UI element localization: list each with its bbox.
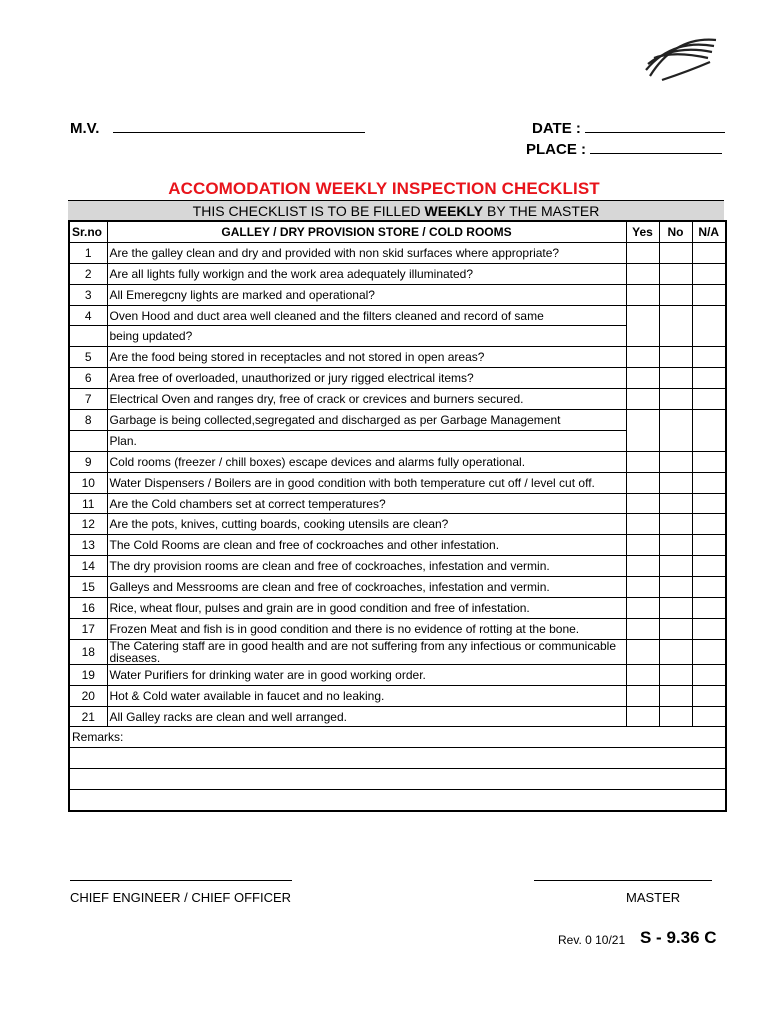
row-number: 13 [69, 535, 107, 556]
checkbox-yes[interactable] [626, 263, 659, 284]
table-row [69, 451, 726, 472]
header-no: No [659, 221, 692, 242]
checkbox-yes[interactable] [626, 535, 659, 556]
row-number: 18 [69, 639, 107, 664]
checkbox-na[interactable] [692, 598, 726, 619]
table-row [69, 535, 726, 556]
checkbox-na[interactable] [692, 514, 726, 535]
checkbox-no[interactable] [659, 664, 692, 685]
row-question-continued: being updated? [107, 326, 626, 347]
row-question: Area free of overloaded, unauthorized or jury rigged electrical items? [107, 368, 626, 389]
row-number: 4 [69, 305, 107, 326]
checkbox-no[interactable] [659, 389, 692, 410]
remarks-blank-row [69, 748, 726, 769]
place-blank-line[interactable] [590, 139, 722, 154]
checkbox-yes[interactable] [626, 664, 659, 685]
checkbox-na[interactable] [692, 347, 726, 368]
row-number: 9 [69, 451, 107, 472]
date-label: DATE : [532, 120, 581, 137]
table-row [69, 493, 726, 514]
checkbox-yes[interactable] [626, 347, 659, 368]
row-number: 17 [69, 618, 107, 639]
row-number-empty [69, 326, 107, 347]
row-question: Are the pots, knives, cutting boards, cooking utensils are clean? [107, 514, 626, 535]
mv-field [70, 118, 365, 137]
row-number: 3 [69, 284, 107, 305]
place-field [526, 139, 722, 158]
chief-signature-label: CHIEF ENGINEER / CHIEF OFFICER [70, 890, 292, 905]
checkbox-na[interactable] [692, 618, 726, 639]
checkbox-na[interactable] [692, 242, 726, 263]
table-row [69, 242, 726, 263]
master-signature-line[interactable] [534, 880, 712, 881]
row-question: Frozen Meat and fish is in good condition and there is no evidence of rotting at the bone. [107, 618, 626, 639]
checkbox-no[interactable] [659, 451, 692, 472]
checkbox-na[interactable] [692, 493, 726, 514]
remarks-line[interactable] [69, 769, 726, 790]
row-question: The Catering staff are in good health and are not suffering from any infectious or communicable diseases. [107, 639, 626, 664]
table-row [69, 305, 726, 326]
table-row [69, 577, 726, 598]
checkbox-na[interactable] [692, 284, 726, 305]
checkbox-na[interactable] [692, 263, 726, 284]
checkbox-yes[interactable] [626, 706, 659, 727]
header-srno: Sr.no [69, 221, 107, 242]
checkbox-no[interactable] [659, 305, 692, 347]
checkbox-no[interactable] [659, 706, 692, 727]
checkbox-no[interactable] [659, 598, 692, 619]
checkbox-no[interactable] [659, 493, 692, 514]
table-row [69, 472, 726, 493]
checkbox-no[interactable] [659, 514, 692, 535]
checkbox-yes[interactable] [626, 577, 659, 598]
checkbox-yes[interactable] [626, 389, 659, 410]
row-question: The dry provision rooms are clean and free of cockroaches, infestation and vermin. [107, 556, 626, 577]
row-number: 21 [69, 706, 107, 727]
checkbox-no[interactable] [659, 347, 692, 368]
table-header-row [69, 221, 726, 242]
checkbox-yes[interactable] [626, 685, 659, 706]
row-question: The Cold Rooms are clean and free of cockroaches and other infestation. [107, 535, 626, 556]
row-question: All Emeregcny lights are marked and operational? [107, 284, 626, 305]
row-question: Are the food being stored in receptacles and not stored in open areas? [107, 347, 626, 368]
checkbox-no[interactable] [659, 685, 692, 706]
checkbox-na[interactable] [692, 577, 726, 598]
checkbox-yes[interactable] [626, 514, 659, 535]
row-question: Garbage is being collected,segregated and discharged as per Garbage Management [107, 410, 626, 431]
checkbox-no[interactable] [659, 242, 692, 263]
table-row [69, 389, 726, 410]
row-number: 14 [69, 556, 107, 577]
table-row [69, 664, 726, 685]
checkbox-yes[interactable] [626, 472, 659, 493]
table-row [69, 514, 726, 535]
row-question: Galleys and Messrooms are clean and free of cockroaches, infestation and vermin. [107, 577, 626, 598]
table-row [69, 368, 726, 389]
master-signature-label: MASTER [626, 890, 681, 905]
row-question: Water Purifiers for drinking water are in good working order. [107, 664, 626, 685]
checkbox-na[interactable] [692, 535, 726, 556]
table-row [69, 639, 726, 664]
row-question-continued: Plan. [107, 430, 626, 451]
row-number: 15 [69, 577, 107, 598]
header-na: N/A [692, 221, 726, 242]
subtitle-bold: WEEKLY [424, 203, 484, 219]
row-number: 11 [69, 493, 107, 514]
checkbox-no[interactable] [659, 556, 692, 577]
row-question: Hot & Cold water available in faucet and no leaking. [107, 685, 626, 706]
row-number: 8 [69, 410, 107, 431]
checkbox-no[interactable] [659, 263, 692, 284]
header-section: GALLEY / DRY PROVISION STORE / COLD ROOMS [107, 221, 626, 242]
checkbox-na[interactable] [692, 472, 726, 493]
checkbox-no[interactable] [659, 639, 692, 664]
checkbox-na[interactable] [692, 305, 726, 347]
checkbox-yes[interactable] [626, 305, 659, 347]
revision-label: Rev. 0 10/21 [558, 933, 626, 947]
remarks-line[interactable] [69, 790, 726, 811]
company-logo-icon [640, 34, 720, 84]
table-row [69, 284, 726, 305]
row-number: 6 [69, 368, 107, 389]
row-number: 16 [69, 598, 107, 619]
checkbox-na[interactable] [692, 639, 726, 664]
header-yes: Yes [626, 221, 659, 242]
checklist-table [68, 220, 727, 812]
row-number: 1 [69, 242, 107, 263]
table-row [69, 618, 726, 639]
remarks-row [69, 727, 726, 748]
table-row [69, 556, 726, 577]
row-number: 5 [69, 347, 107, 368]
table-row [69, 410, 726, 431]
checkbox-no[interactable] [659, 368, 692, 389]
checkbox-na[interactable] [692, 664, 726, 685]
mv-label: M.V. [70, 120, 100, 137]
checkbox-na[interactable] [692, 706, 726, 727]
checkbox-yes[interactable] [626, 556, 659, 577]
row-number: 19 [69, 664, 107, 685]
page-title: ACCOMODATION WEEKLY INSPECTION CHECKLIST [168, 179, 600, 198]
remarks-blank-row [69, 769, 726, 790]
checkbox-no[interactable] [659, 618, 692, 639]
row-question: Cold rooms (freezer / chill boxes) escape devices and alarms fully operational. [107, 451, 626, 472]
row-question: Are the galley clean and dry and provided with non skid surfaces where appropriate? [107, 242, 626, 263]
row-number: 7 [69, 389, 107, 410]
checkbox-yes[interactable] [626, 618, 659, 639]
table-row [69, 598, 726, 619]
checkbox-yes[interactable] [626, 639, 659, 664]
form-code: S - 9.36 C [640, 928, 717, 947]
table-row [69, 263, 726, 284]
checkbox-no[interactable] [659, 410, 692, 452]
date-blank-line[interactable] [585, 118, 725, 133]
checkbox-yes[interactable] [626, 410, 659, 452]
row-number-empty [69, 430, 107, 451]
checkbox-yes[interactable] [626, 284, 659, 305]
row-question: Are all lights fully workign and the work area adequately illuminated? [107, 263, 626, 284]
checkbox-na[interactable] [692, 389, 726, 410]
table-row [69, 347, 726, 368]
row-number: 20 [69, 685, 107, 706]
table-row [69, 706, 726, 727]
checkbox-yes[interactable] [626, 242, 659, 263]
checkbox-yes[interactable] [626, 451, 659, 472]
place-label: PLACE : [526, 141, 586, 158]
subtitle-before: THIS CHECKLIST IS TO BE FILLED [192, 203, 425, 219]
checkbox-yes[interactable] [626, 598, 659, 619]
remarks-line[interactable] [69, 748, 726, 769]
row-question: Electrical Oven and ranges dry, free of crack or crevices and burners secured. [107, 389, 626, 410]
mv-blank-line[interactable] [113, 118, 365, 133]
row-question: Are the Cold chambers set at correct temperatures? [107, 493, 626, 514]
checkbox-na[interactable] [692, 685, 726, 706]
checkbox-na[interactable] [692, 410, 726, 452]
table-row [69, 685, 726, 706]
checkbox-no[interactable] [659, 472, 692, 493]
row-question: Water Dispensers / Boilers are in good condition with both temperature cut off / level cut off. [107, 472, 626, 493]
row-number: 10 [69, 472, 107, 493]
row-question: Rice, wheat flour, pulses and grain are in good condition and free of infestation. [107, 598, 626, 619]
remarks-blank-row [69, 790, 726, 811]
checkbox-no[interactable] [659, 577, 692, 598]
checkbox-no[interactable] [659, 284, 692, 305]
checkbox-yes[interactable] [626, 493, 659, 514]
row-question: All Galley racks are clean and well arranged. [107, 706, 626, 727]
remarks-label[interactable]: Remarks: [69, 727, 726, 748]
row-question: Oven Hood and duct area well cleaned and the filters cleaned and record of same [107, 305, 626, 326]
checkbox-na[interactable] [692, 556, 726, 577]
subtitle-after: BY THE MASTER [483, 203, 600, 219]
checkbox-na[interactable] [692, 368, 726, 389]
checkbox-yes[interactable] [626, 368, 659, 389]
row-number: 2 [69, 263, 107, 284]
checkbox-na[interactable] [692, 451, 726, 472]
subtitle-banner [68, 200, 724, 220]
row-number: 12 [69, 514, 107, 535]
chief-signature-line[interactable] [70, 880, 292, 881]
checkbox-no[interactable] [659, 535, 692, 556]
date-field [532, 118, 725, 137]
